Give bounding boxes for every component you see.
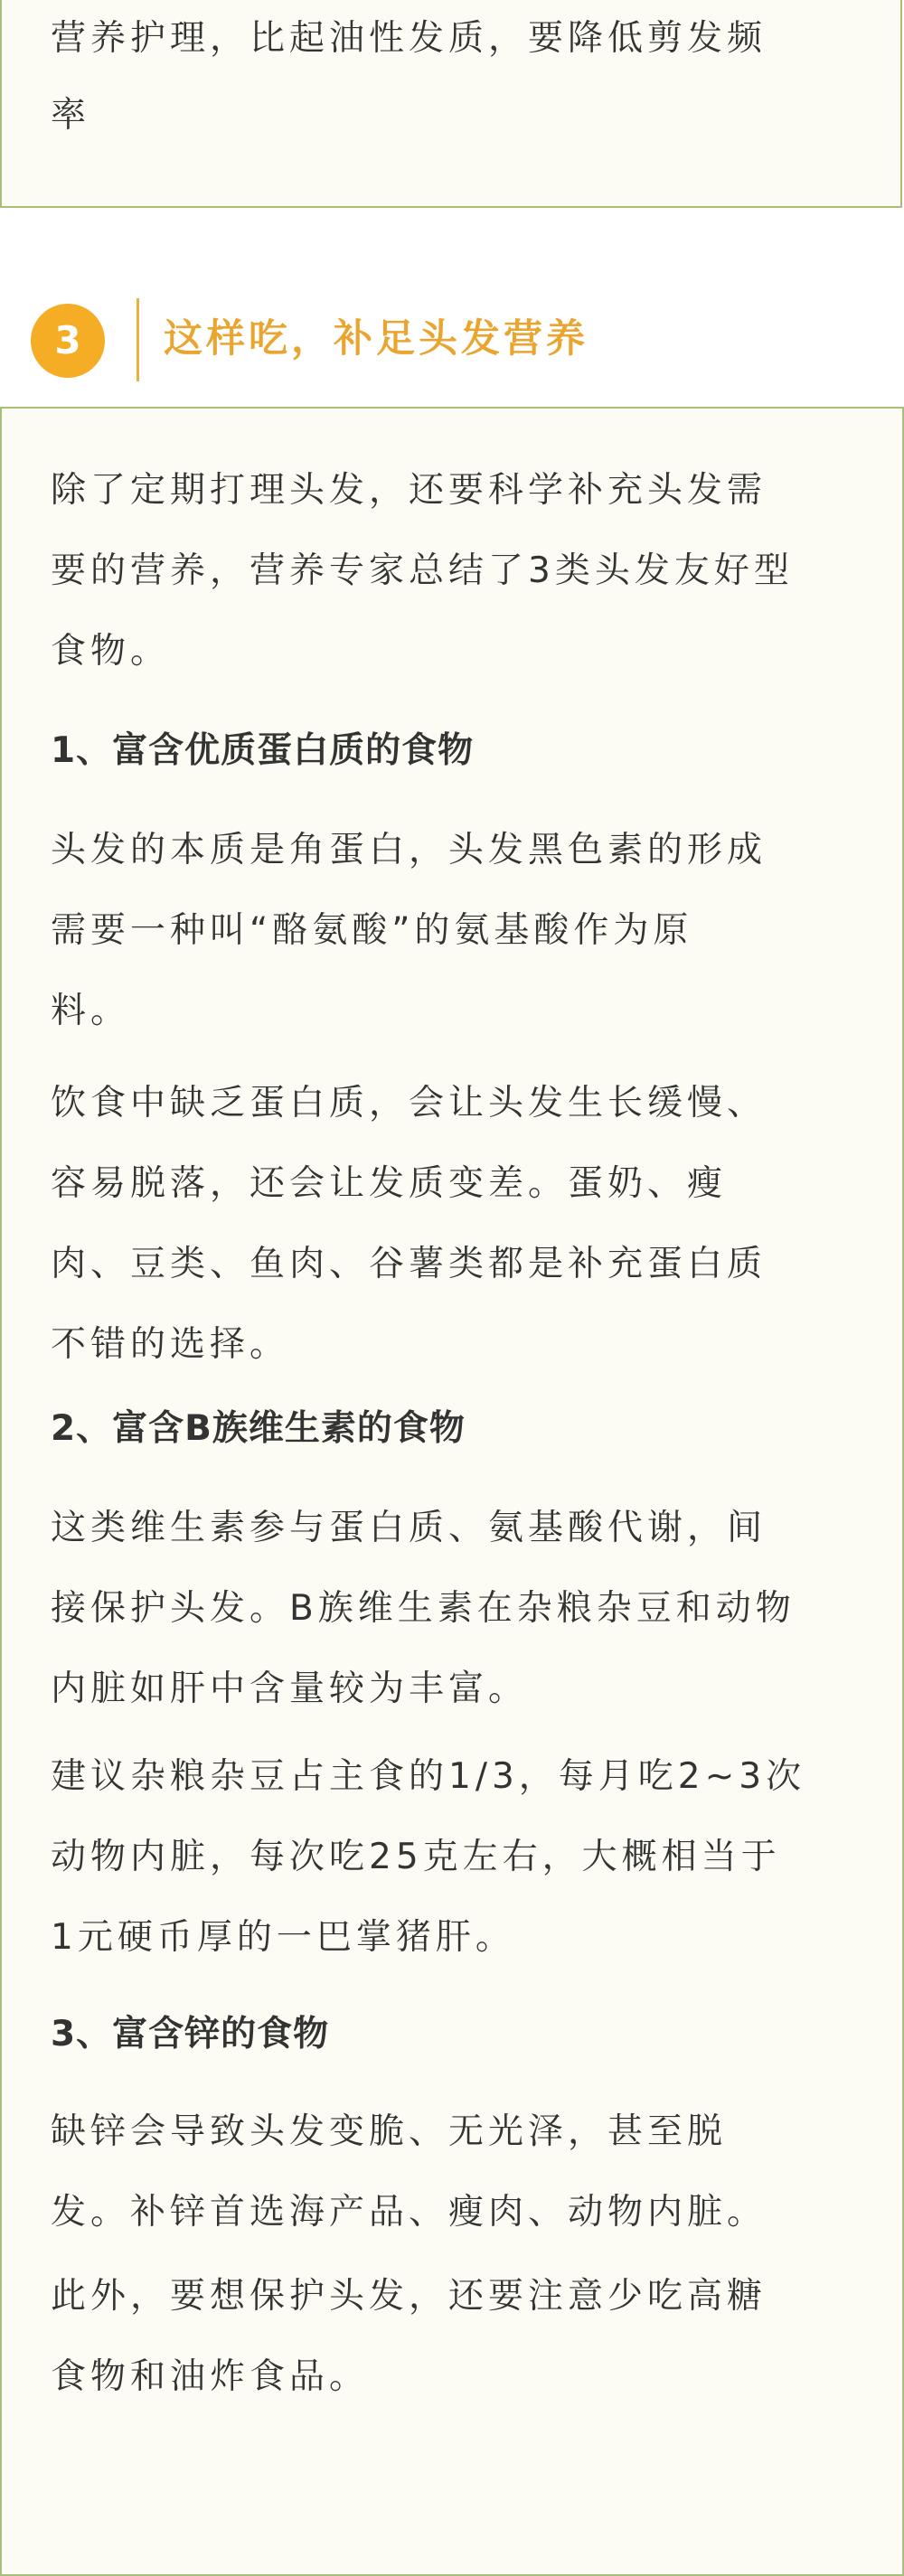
heading-divider <box>137 298 139 381</box>
text-line: 食物和油炸食品。 <box>51 2356 370 2397</box>
text-line: 要的营养，营养专家总结了3类头发友好型 <box>51 550 794 591</box>
section-number-badge: 3 <box>31 304 105 378</box>
text-line: 建议杂粮杂豆占主食的1/3，每月吃2~3次 <box>51 1756 806 1797</box>
text-line: 率 <box>51 95 91 136</box>
item3-paragraph-2 <box>51 2270 864 2402</box>
item3-heading: 3、富含锌的食物 <box>51 2014 330 2054</box>
section-heading <box>31 298 664 380</box>
text-line: 饮食中缺乏蛋白质，会让头发生长缓慢、 <box>51 1083 767 1123</box>
text-line: 容易脱落，还会让发质变差。蛋奶、瘦 <box>51 1163 728 1204</box>
section-title: 这样吃，补足头发营养 <box>164 316 589 362</box>
item3-paragraph-1 <box>51 2106 864 2238</box>
text-line: 肉、豆类、鱼肉、谷薯类都是补充蛋白质 <box>51 1244 767 1284</box>
intro-paragraph <box>51 465 864 677</box>
previous-section-paragraph <box>51 13 864 141</box>
item2-heading-block <box>51 1403 864 1454</box>
previous-section-box <box>0 0 902 208</box>
item1-heading: 1、富含优质蛋白质的食物 <box>51 730 475 771</box>
text-line: 此外，要想保护头发，还要注意少吃高糖 <box>51 2276 767 2317</box>
text-line: 接保护头发。B族维生素在杂粮杂豆和动物 <box>51 1588 796 1629</box>
text-line: 发。补锌首选海产品、瘦肉、动物内脏。 <box>51 2192 767 2233</box>
item1-heading-block <box>51 725 864 776</box>
section-content-box <box>0 407 904 2576</box>
text-line: 头发的本质是角蛋白，头发黑色素的形成 <box>51 830 767 870</box>
text-line: 动物内脏，每次吃25克左右，大概相当于 <box>51 1837 781 1877</box>
item2-heading: 2、富含B族维生素的食物 <box>51 1408 466 1449</box>
text-line: 需要一种叫“酪氨酸”的氨基酸作为原 <box>51 910 693 951</box>
text-line: 缺锌会导致头发变脆、无光泽，甚至脱 <box>51 2111 728 2152</box>
text-line: 内脏如肝中含量较为丰富。 <box>51 1669 529 1709</box>
text-line: 1元硬币厚的一巴掌猪肝。 <box>51 1917 515 1958</box>
item2-paragraph-2 <box>51 1751 864 1963</box>
text-line: 这类维生素参与蛋白质、氨基酸代谢，间 <box>51 1508 767 1548</box>
item1-paragraph-2 <box>51 1077 864 1370</box>
item1-paragraph-1 <box>51 824 864 1037</box>
text-line: 营养护理，比起油性发质，要降低剪发频 <box>51 18 767 59</box>
item2-paragraph-1 <box>51 1502 864 1715</box>
text-line: 不错的选择。 <box>51 1324 290 1365</box>
item3-heading-block <box>51 2008 864 2060</box>
text-line: 食物。 <box>51 631 171 672</box>
text-line: 除了定期打理头发，还要科学补充头发需 <box>51 470 767 511</box>
text-line: 料。 <box>51 991 131 1031</box>
